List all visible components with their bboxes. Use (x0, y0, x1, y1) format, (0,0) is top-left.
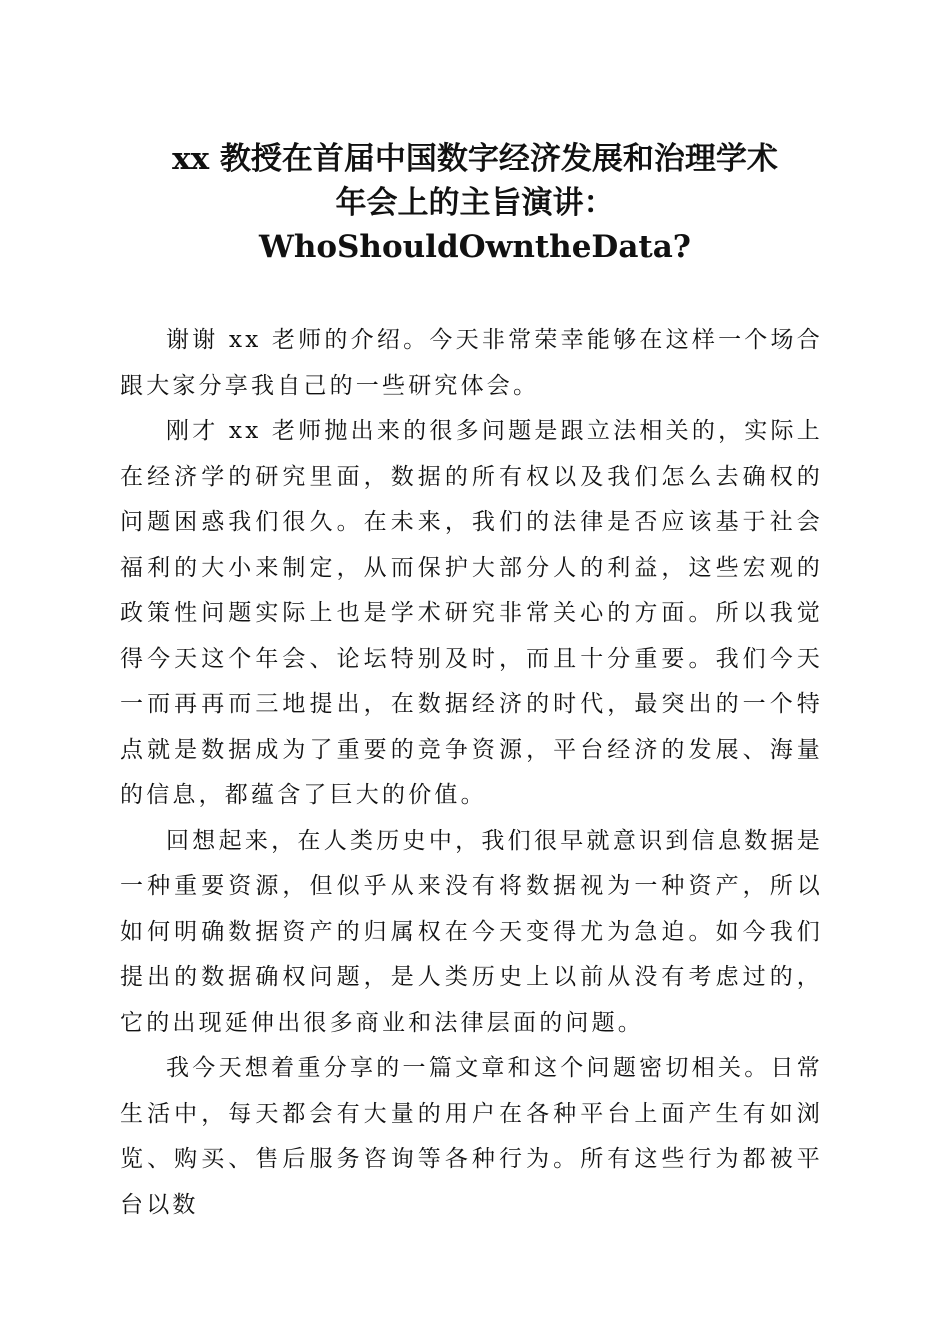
document-title (100, 137, 850, 269)
title-line-2: 年会上的主旨演讲： (335, 185, 615, 221)
paragraph-4: 我今天想着重分享的一篇文章和这个问题密切相关。日常生活中，每天都会有大量的用户在各种平台上面产生有如浏览、购买、售后服务咨询等各种行为。所有这些行为都被平台以数 (120, 1055, 823, 1218)
paragraph-1: 谢谢 xx 老师的介绍。今天非常荣幸能够在这样一个场合跟大家分享我自己的一些研究体会。 (120, 327, 823, 399)
title-line-3: WhoShouldOwntheData? (259, 229, 691, 265)
paragraph-2: 刚才 xx 老师抛出来的很多问题是跟立法相关的，实际上在经济学的研究里面，数据的所有权以及我们怎么去确权的问题困惑我们很久。在未来，我们的法律是否应该基于社会福利的大小来制定，从而保护大部分人的利益，这些宏观的政策性问题实际上也是学术研究非常关心的方面。所以我觉得今天这个年会、论坛特别及时，而且十分重要。我们今天一而再再而三地提出，在数据经济的时代，最突出的一个特点就是数据成为了重要的竞争资源，平台经济的发展、海量的信息，都蕴含了巨大的价值。 (120, 418, 823, 808)
paragraph-3: 回想起来，在人类历史中，我们很早就意识到信息数据是一种重要资源，但似乎从来没有将数据视为一种资产，所以如何明确数据资产的归属权在今天变得尤为急迫。如今我们提出的数据确权问题，是人类历史上以前从没有考虑过的，它的出现延伸出很多商业和法律层面的问题。 (120, 827, 823, 1036)
title-line-1: xx 教授在首届中国数字经济发展和治理学术 (172, 141, 778, 177)
document-body (120, 318, 823, 1228)
